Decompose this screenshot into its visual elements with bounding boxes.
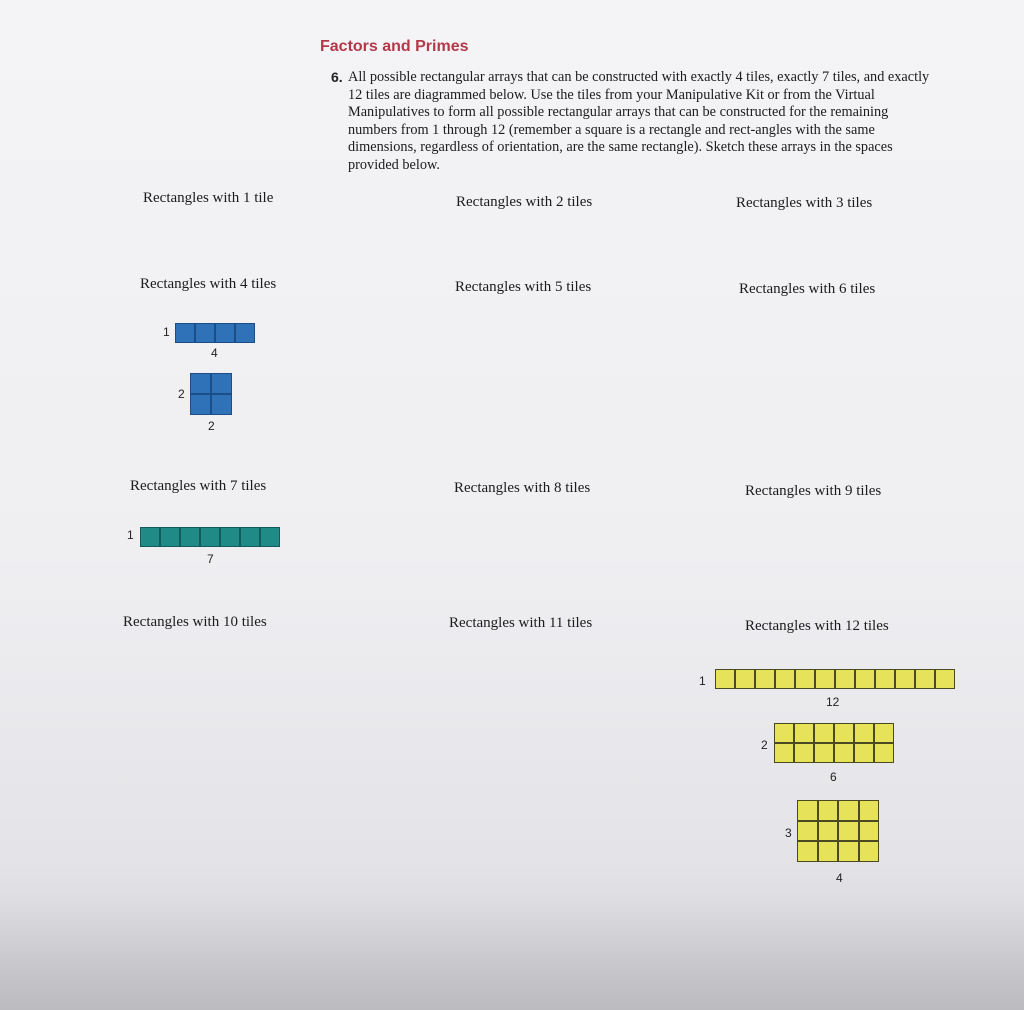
tile (794, 743, 814, 763)
tile (834, 743, 854, 763)
label-rectangles-7: Rectangles with 7 tiles (130, 478, 267, 494)
label-rectangles-6: Rectangles with 6 tiles (739, 281, 876, 297)
tile (140, 527, 160, 547)
tile (215, 323, 235, 343)
tile (797, 821, 818, 842)
array-12-1x12-col-label: 12 (826, 695, 840, 709)
tile (240, 527, 260, 547)
section-title: Factors and Primes (320, 38, 469, 55)
tile (818, 821, 839, 842)
tile (875, 669, 895, 689)
tile (735, 669, 755, 689)
tile (755, 669, 775, 689)
array-4-2x2-row-label: 2 (178, 387, 185, 401)
tile (774, 743, 794, 763)
paper-shadow (0, 900, 1024, 1010)
tile (200, 527, 220, 547)
tile (859, 841, 880, 862)
tile (211, 394, 232, 415)
tile (814, 723, 834, 743)
label-rectangles-2: Rectangles with 2 tiles (456, 194, 593, 210)
label-rectangles-8: Rectangles with 8 tiles (454, 480, 591, 496)
tile-array-12-1x12 (715, 669, 955, 689)
tile (195, 323, 215, 343)
tile (838, 821, 859, 842)
tile (915, 669, 935, 689)
tile (190, 373, 211, 394)
tile (855, 669, 875, 689)
tile (160, 527, 180, 547)
tile (859, 800, 880, 821)
array-12-2x6-col-label: 6 (830, 770, 837, 784)
tile (854, 743, 874, 763)
array-4-2x2-col-label: 2 (208, 419, 215, 433)
tile (818, 841, 839, 862)
tile (795, 669, 815, 689)
label-rectangles-3: Rectangles with 3 tiles (736, 195, 873, 211)
tile (797, 841, 818, 862)
label-rectangles-11: Rectangles with 11 tiles (449, 615, 593, 631)
problem-number: 6. (331, 69, 343, 85)
tile-array-4-1x4 (175, 323, 255, 343)
tile (775, 669, 795, 689)
array-12-3x4-col-label: 4 (836, 871, 843, 885)
tile (175, 323, 195, 343)
tile (874, 723, 894, 743)
tile (180, 527, 200, 547)
tile (935, 669, 955, 689)
tile (260, 527, 280, 547)
label-rectangles-10: Rectangles with 10 tiles (123, 614, 267, 630)
array-12-1x12-row-label: 1 (699, 674, 706, 688)
tile (834, 723, 854, 743)
tile-array-12-2x6 (774, 723, 894, 763)
tile (715, 669, 735, 689)
label-rectangles-1: Rectangles with 1 tile (143, 190, 274, 206)
array-4-1x4-row-label: 1 (163, 325, 170, 339)
label-rectangles-4: Rectangles with 4 tiles (140, 276, 277, 292)
array-7-1x7-col-label: 7 (207, 552, 214, 566)
tile (220, 527, 240, 547)
tile (211, 373, 232, 394)
tile-array-7-1x7 (140, 527, 280, 547)
label-rectangles-9: Rectangles with 9 tiles (745, 483, 882, 499)
tile (794, 723, 814, 743)
tile (190, 394, 211, 415)
tile (797, 800, 818, 821)
tile (859, 821, 880, 842)
label-rectangles-12: Rectangles with 12 tiles (745, 618, 889, 634)
array-12-3x4-row-label: 3 (785, 826, 792, 840)
tile (818, 800, 839, 821)
tile (854, 723, 874, 743)
tile (838, 800, 859, 821)
tile-array-12-3x4 (797, 800, 879, 862)
tile (814, 743, 834, 763)
label-rectangles-5: Rectangles with 5 tiles (455, 279, 592, 295)
problem-text: All possible rectangular arrays that can be constructed with exactly 4 tiles, exactly 7 tiles, and exactly 12 tiles are diagrammed below. Use the tiles from your Manipulative Kit or from the Virtual Manipulatives to form all possible rectangular arrays that can be constructed for the remaining numbers from 1 through 12 (remember a square is a rectangle and rect-angles with the same dimensions, regardless of orientation, are the same rectangle). Sketch these arrays in the spaces provided below. (348, 69, 930, 173)
tile (774, 723, 794, 743)
tile (835, 669, 855, 689)
tile-array-4-2x2 (190, 373, 232, 415)
array-12-2x6-row-label: 2 (761, 738, 768, 752)
array-4-1x4-col-label: 4 (211, 346, 218, 360)
tile (838, 841, 859, 862)
array-7-1x7-row-label: 1 (127, 528, 134, 542)
tile (874, 743, 894, 763)
tile (895, 669, 915, 689)
tile (815, 669, 835, 689)
tile (235, 323, 255, 343)
